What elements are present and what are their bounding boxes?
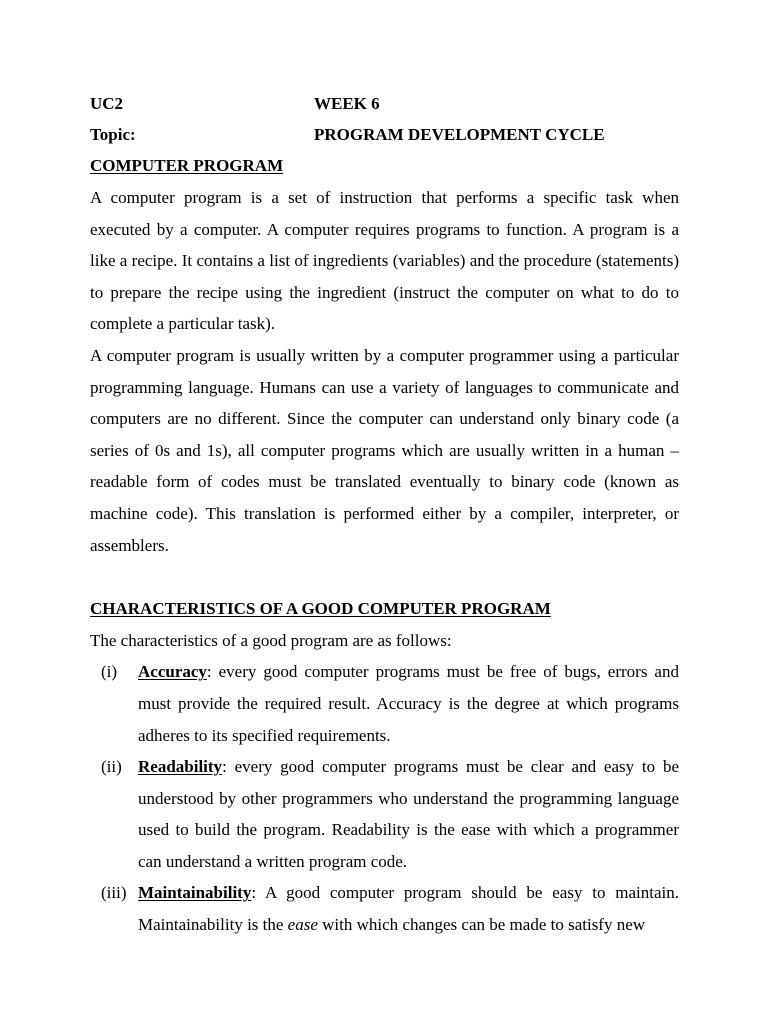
- list-text-maintainability-italic: ease: [287, 915, 318, 935]
- header-row-course: [90, 88, 679, 119]
- section-heading-characteristics: CHARACTERISTICS OF A GOOD COMPUTER PROGRAM: [90, 598, 551, 618]
- header-row-topic: [90, 119, 679, 150]
- week-label: WEEK 6: [314, 94, 380, 113]
- list-marker-i: (i): [101, 662, 118, 682]
- list-item: [101, 656, 679, 751]
- list-text-maintainability-before: A good computer program should be easy to maintain. Maintainability is the: [138, 883, 679, 935]
- list-text-accuracy: every good computer programs must be free of bugs, errors and must provide the required result. Accuracy is the degree at which programs adheres to its specified requirements.: [138, 662, 679, 745]
- list-term-accuracy: Accuracy: [138, 662, 207, 682]
- section-heading-computer-program: COMPUTER PROGRAM: [90, 156, 284, 175]
- list-marker-iii: (iii): [101, 883, 127, 903]
- list-item: [101, 751, 679, 877]
- list-separator: :: [206, 662, 219, 682]
- course-code: UC2: [90, 94, 124, 113]
- topic-label: Topic:: [90, 125, 136, 144]
- paragraph-computer-program-definition: A computer program is a set of instruction that performs a specific task when executed by a computer. A computer requires programs to function. A program is a like a recipe. It contains a list of ingredients (variables) and the procedure (statements) to prepare the recipe using the ingredient (instruct the computer on what to do to complete a particular task).: [90, 188, 679, 334]
- list-term-maintainability: Maintainability: [138, 883, 252, 903]
- list-separator: :: [251, 883, 265, 903]
- list-item: [101, 877, 679, 940]
- characteristics-intro: The characteristics of a good program are as follows:: [90, 630, 452, 650]
- list-marker-ii: (ii): [101, 757, 122, 777]
- list-term-readability: Readability: [138, 757, 223, 777]
- paragraph-spacer: [90, 561, 679, 593]
- characteristics-list: [90, 656, 679, 940]
- section-heading-characteristics-wrap: [90, 593, 679, 625]
- list-text-maintainability-after: with which changes can be made to satisfy new: [317, 915, 646, 935]
- topic-title: PROGRAM DEVELOPMENT CYCLE: [314, 125, 605, 144]
- paragraph-program-translation: A computer program is usually written by a computer programmer using a particular programming language. Humans can use a variety of languages to communicate and computers are no different. Since the computer can understand only binary code (a series of 0s and 1s), all computer programs which are usually written in a human – readable form of codes must be translated eventually to binary code (known as machine code). This translation is performed either by a compiler, interpreter, or assemblers.: [90, 345, 679, 555]
- section-heading-computer-program-wrap: [90, 150, 679, 182]
- list-separator: :: [222, 757, 235, 777]
- list-text-readability: every good computer programs must be clear and easy to be understood by other programmers who understand the programming language used to build the program. Readability is the ease with which a programmer can understand a written program code.: [138, 757, 679, 871]
